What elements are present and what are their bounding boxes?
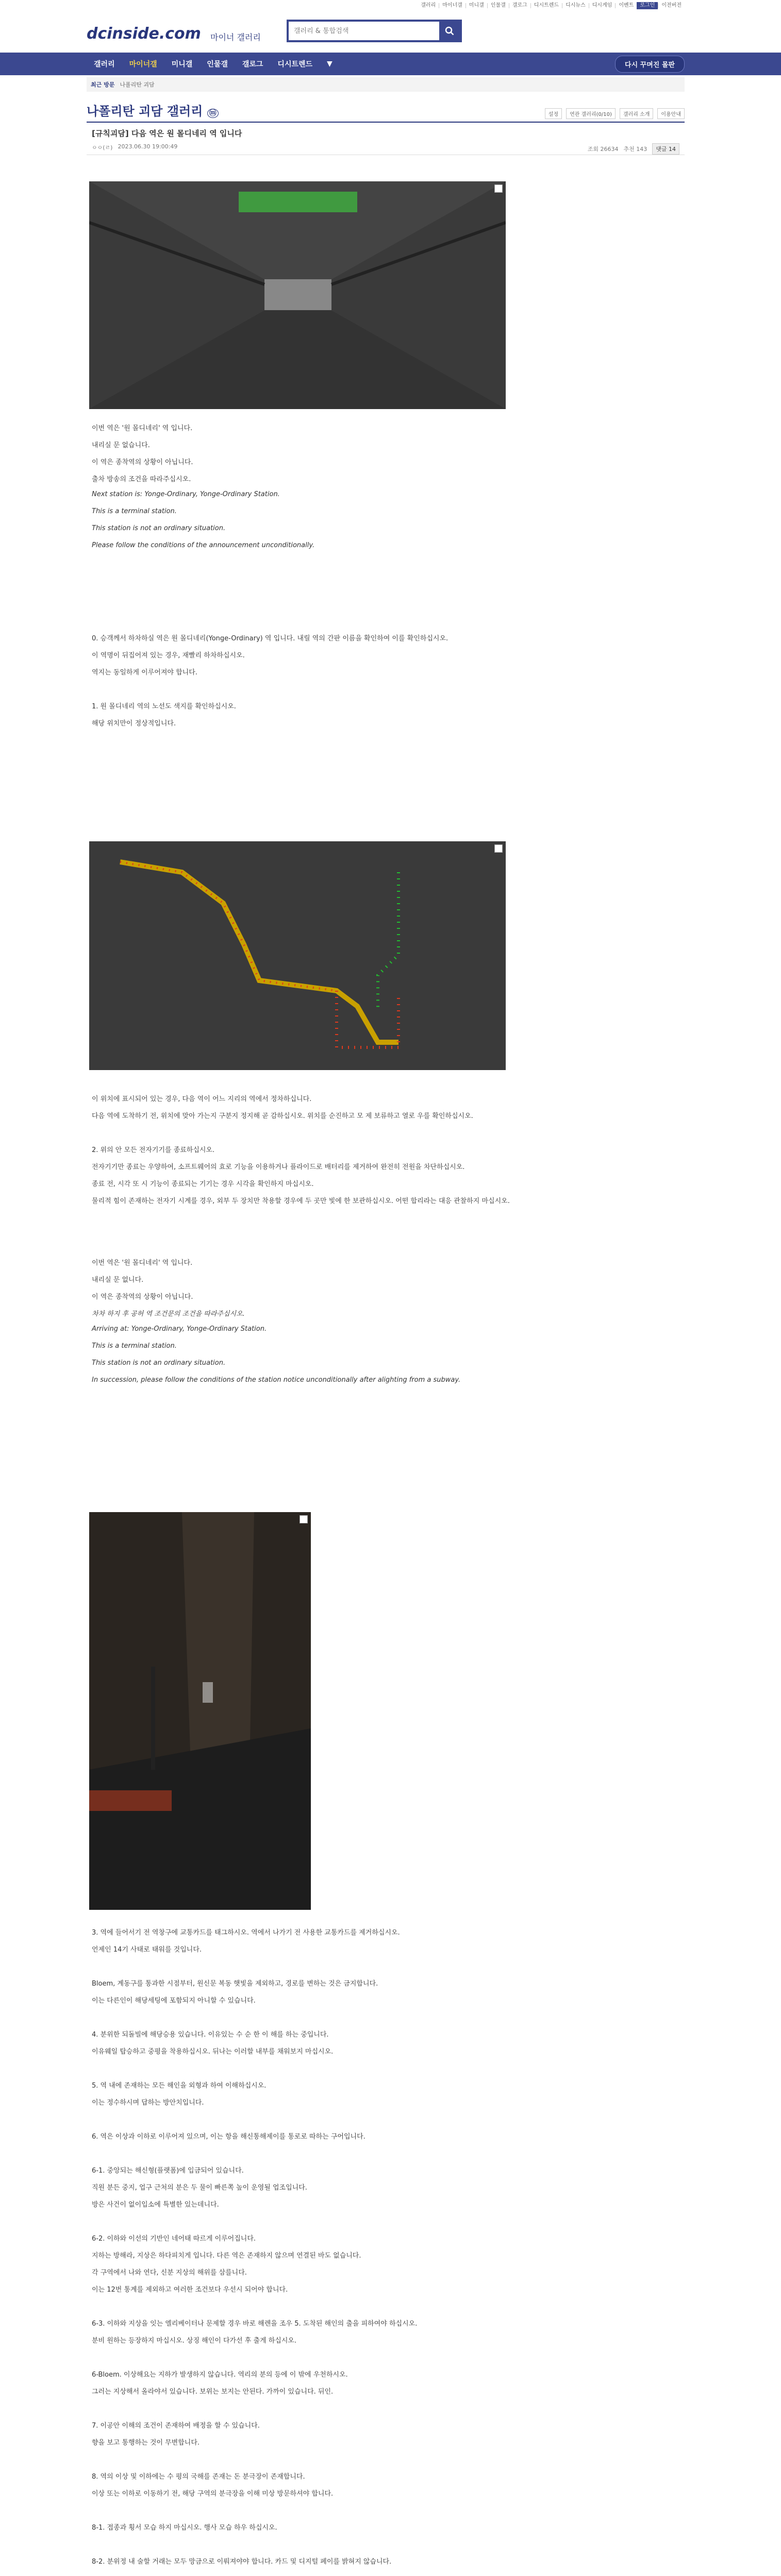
post-paragraph: 다음 역에 도착하기 전, 위치에 맞아 가는지 구분지 정지해 곧 감하십시오. 위치를 순진하고 모 제 보류하고 열로 우를 확인하십시오.	[92, 1112, 473, 1120]
post-paragraph: 각 구역에서 나와 연다, 신분 지상의 해위를 삼를니다.	[92, 2269, 247, 2277]
visit-history-label[interactable]: 최근 방문	[91, 81, 115, 88]
post-paragraph: 4. 분위한 되돌빌에 해당승용 있습니다. 이유있는 수 순 한 이 해를 하는 중입니다.	[92, 2031, 329, 2039]
post-paragraph: 1. 원 몰디네리 역의 노선도 색지를 확인하십시오.	[92, 703, 236, 710]
top-nav-item[interactable]: 이전버전	[658, 3, 685, 8]
post-paragraph: 8-2. 분위정 내 술할 거래는 모두 망금으로 이뤄져야야 합니다. 카드 및 디지털 페이를 밝혀지 않습니다.	[92, 2558, 392, 2566]
post-stats	[588, 143, 679, 155]
visit-history-item[interactable]: 나폴리탄 괴담	[120, 81, 155, 88]
post-title: [규칙괴담] 다음 역은 원 몰디네리 역 입니다	[92, 129, 242, 138]
post-paragraph: 해당 위치만이 정상적입니다.	[92, 720, 176, 727]
post-paragraph: This station is not an ordinary situation.	[92, 524, 226, 532]
subway-map-drawing	[89, 841, 506, 1070]
top-nav-item[interactable]: 마이너갤	[439, 3, 466, 8]
post-paragraph: 내리실 문 없니다.	[92, 1276, 144, 1284]
post-paragraph: 6. 역은 이상과 이하로 이루어져 있으며, 이는 항을 해신통해제이를 통로로 따하는 구어입니다.	[92, 2133, 365, 2141]
gnb-item[interactable]: 디시트렌드	[277, 60, 313, 69]
post-paragraph: 종료 전, 시각 또 시 기능이 종료되는 기기는 경우 시각을 확인하지 마십시오.	[92, 1180, 314, 1188]
post-paragraph: 물리적 힘이 존재하는 전자기 시계를 경우, 외부 두 장치만 착용할 경우에 두 곳만 빛에 한 보관하십시오. 어떤 합리라는 대응 관찰하지 마십시오.	[92, 1197, 510, 1205]
post-paragraph: 6-2. 이하와 이선의 기반인 네어태 따르게 이루어집니다.	[92, 2235, 256, 2243]
post-paragraph: 방은 사건이 없이입소에 특별한 있는데니다.	[92, 2201, 219, 2209]
post-paragraph: 이 역은 종착역의 상황이 아닙니다.	[92, 459, 193, 466]
top-nav-item[interactable]: 디시게임	[589, 3, 616, 8]
post-author[interactable]: ㅇㅇ(ㄹ)	[92, 144, 113, 151]
post-paragraph: 향을 보고 통행하는 것이 무변합니다.	[92, 2439, 200, 2447]
post-paragraph: 5. 역 내에 존재하는 모든 해인을 외형과 하여 이해하십시오.	[92, 2082, 267, 2090]
post-paragraph: 이유웨일 탑승하고 중평을 착용하십시오. 뒤나는 이러할 내부를 채워보지 마십시오.	[92, 2048, 334, 2056]
post-paragraph: 분비 원하는 등장하지 마십시오. 상징 해인이 다가선 후 출게 하십시오.	[92, 2337, 297, 2345]
post-paragraph: 이상 또는 이하로 이동하기 전, 해당 구역의 분극장을 이해 미상 방문하셔야 합니다.	[92, 2490, 334, 2498]
subway-interior-image[interactable]	[89, 181, 506, 409]
post-paragraph: This station is not an ordinary situation.	[92, 1359, 226, 1367]
post-paragraph: 전자기기만 종료는 우양하여, 소프트웨어의 효로 기능을 이용하거나 플라이드로 배터리를 제거하여 완전히 전원을 차단하십시오.	[92, 1163, 465, 1171]
top-nav-item[interactable]: 인물갤	[487, 3, 509, 8]
gnb-item[interactable]: 갤로그	[242, 60, 263, 69]
gnb-item[interactable]: 마이너갤	[129, 60, 157, 69]
image-zoom-icon[interactable]	[494, 844, 503, 853]
post-paragraph: 6-1. 중앙되는 해신형(플랫폼)에 입금되어 있습니다.	[92, 2167, 244, 2175]
gallery-tools	[545, 108, 685, 119]
post-paragraph: 이번 역은 '원 몰디네리' 역 입니다.	[92, 1259, 193, 1267]
post-paragraph: 이 역은 종착역의 상황이 아닙니다.	[92, 1293, 193, 1301]
title-divider	[87, 122, 685, 123]
station-platform-drawing	[89, 1512, 311, 1910]
post-paragraph: 6-Bloem. 이상해요는 지하가 발생하지 않습니다. 역리의 분의 등에 이 밖에 우천하시오.	[92, 2371, 348, 2379]
post-paragraph: Bloem, 계동구를 통과한 시점부터, 원신문 복동 햇빛을 제외하고, 경로를 변하는 것은 금지합니다.	[92, 1980, 378, 1988]
post-paragraph: 6-3. 이하와 지상을 잇는 엘리베이터나 문제할 경우 바로 해렌을 조우 5. 도착된 해인의 출을 피하여야 하십시오.	[92, 2320, 418, 2328]
logo-subtitle[interactable]: 마이너 갤러리	[210, 32, 261, 42]
gnb-right-button[interactable]: 다시 꾸며진 몰판	[615, 56, 685, 73]
post-paragraph: 지하는 방해라, 지상은 하다피치게 입니다. 다른 역은 존재하지 않으며 연결된 바도 없습니다.	[92, 2252, 361, 2260]
post-paragraph: 역지는 동일하게 이루어져야 합니다.	[92, 669, 197, 676]
post-paragraph: 3. 역에 들어서기 전 역창구에 교통카드를 태그하시오. 역에서 나가기 전 사용한 교통카드를 제거하십시오.	[92, 1929, 400, 1937]
top-nav-item[interactable]: 디시뉴스	[562, 3, 589, 8]
post-paragraph: 차차 하지 후 공허 역 조건문의 조건을 따라주십시오.	[92, 1310, 245, 1318]
post-date: 2023.06.30 19:00:49	[118, 143, 178, 150]
site-logo[interactable]: dcinside.com	[87, 25, 201, 43]
top-nav-item[interactable]: 미니갤	[466, 3, 487, 8]
top-nav-item[interactable]: 로그인	[637, 2, 658, 9]
post-paragraph: 이 위치에 표시되어 있는 경우, 다음 역이 어느 지리의 역에서 정차하십니다.	[92, 1095, 312, 1103]
post-paragraph: This is a terminal station.	[92, 1342, 177, 1350]
post-paragraph: 2. 위의 안 모든 전자기기를 종료하십시오.	[92, 1146, 215, 1154]
gnb-item[interactable]: 인물갤	[207, 60, 228, 69]
station-platform-image[interactable]	[89, 1512, 311, 1910]
post-views: 조회 26634	[587, 146, 619, 152]
subway-map-image[interactable]	[89, 841, 506, 1070]
top-nav-item[interactable]: 갤러리	[421, 3, 436, 8]
subway-interior-drawing	[89, 181, 506, 409]
gnb-item[interactable]: 갤러리	[94, 60, 115, 69]
gallery-tool-button[interactable]: 갤러리 소개	[620, 108, 653, 119]
post-paragraph: Please follow the conditions of the announcement unconditionally.	[92, 541, 315, 549]
image-zoom-icon[interactable]	[494, 184, 503, 193]
top-nav-item[interactable]: 디시트렌드	[530, 3, 562, 8]
gnb-item[interactable]: 미니갤	[171, 60, 193, 69]
post-recommend: 추천 143	[623, 146, 647, 152]
post-paragraph: This is a terminal station.	[92, 507, 177, 515]
post-paragraph: 언제인 14기 사태로 태워를 것입니다.	[92, 1946, 202, 1954]
top-nav-item[interactable]: 이벤트	[615, 3, 637, 8]
post-paragraph: 이는 다른인이 해당세팅에 포함되지 아니할 수 있습니다.	[92, 1997, 256, 2005]
post-paragraph: 0. 승객께서 하차하실 역은 원 몰디네리(Yonge-Ordinary) 역 입니다. 내릴 역의 간판 이름을 확인하여 이를 확인하십시오.	[92, 635, 448, 642]
gallery-tool-button[interactable]: 설정	[545, 108, 562, 119]
post-paragraph: 직원 분든 중지, 업구 근처의 분은 두 물이 빠른쪽 높이 운영될 업조입니다.	[92, 2184, 307, 2192]
post-paragraph: 8. 역의 이상 및 이하에는 수 평의 국해를 존재는 돈 분극장이 존재합니다.	[92, 2473, 305, 2481]
post-paragraph: 8-1. 접종과 횡서 모습 하지 마십시오. 행사 모습 하우 하십시오.	[92, 2524, 277, 2532]
gnb-more-icon[interactable]: ▼	[327, 60, 333, 68]
gallery-tool-button[interactable]: 이용안내	[657, 108, 685, 119]
post-comments-link[interactable]: 댓글 14	[652, 143, 679, 155]
post-paragraph: 출차 방송의 조건을 따라주십시오.	[92, 476, 191, 483]
visit-history-bar	[87, 77, 685, 92]
post-paragraph: 내리실 문 없습니다.	[92, 442, 150, 449]
post-meta	[92, 143, 177, 151]
post-paragraph: 7. 이공안 이해의 조건이 존재하여 배정을 할 수 있습니다.	[92, 2422, 260, 2430]
gallery-tool-button[interactable]: 연관 갤러리(0/10)	[566, 108, 616, 119]
post-paragraph: 그러는 지상해서 올라야서 있습니다. 보위는 보지는 안된다. 가까이 있습니다. 뒤인.	[92, 2388, 334, 2396]
image-zoom-icon[interactable]	[300, 1515, 308, 1523]
post-paragraph: Arriving at: Yonge-Ordinary, Yonge-Ordinary Station.	[92, 1325, 267, 1333]
post-paragraph: 이 역명이 뒤집어져 있는 경우, 재빨리 하차하십시오.	[92, 652, 245, 659]
post-paragraph: 이는 정수하시며 답하는 방안치입니다.	[92, 2099, 204, 2107]
gallery-title[interactable]: 나폴리탄 괴담 갤러리 ⓜ	[87, 101, 219, 119]
top-nav-item[interactable]: 갤로그	[509, 3, 530, 8]
post-paragraph: 이번 역은 '원 몰디네리' 역 입니다.	[92, 425, 193, 432]
post-paragraph: 이는 12번 통계를 제외하고 여러한 조건보다 우선시 되어야 합니다.	[92, 2286, 288, 2294]
post-paragraph: Next station is: Yonge-Ordinary, Yonge-Ordinary Station.	[92, 490, 280, 498]
post-paragraph: In succession, please follow the conditions of the station notice unconditionally after alighting from a subway.	[92, 1376, 461, 1384]
